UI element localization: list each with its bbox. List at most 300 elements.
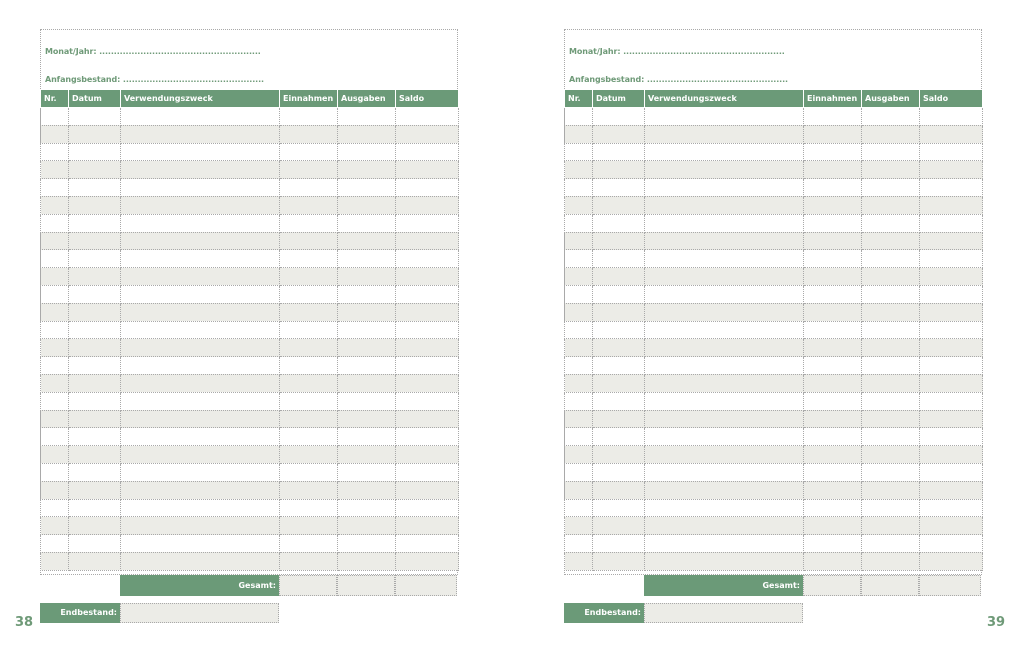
cell-datum[interactable] — [69, 339, 121, 357]
cell-verwendungszweck[interactable] — [121, 357, 280, 375]
cell-ausgaben[interactable] — [338, 161, 396, 179]
cell-saldo[interactable] — [396, 179, 459, 197]
cell-datum[interactable] — [593, 374, 645, 392]
cell-einnahmen[interactable] — [804, 374, 862, 392]
cell-verwendungszweck[interactable] — [645, 214, 804, 232]
cell-einnahmen[interactable] — [804, 303, 862, 321]
cell-saldo[interactable] — [920, 108, 983, 126]
cell-saldo[interactable] — [396, 143, 459, 161]
cell-saldo[interactable] — [396, 125, 459, 143]
cell-saldo[interactable] — [920, 481, 983, 499]
cell-datum[interactable] — [69, 535, 121, 553]
cell-einnahmen[interactable] — [804, 196, 862, 214]
cell-verwendungszweck[interactable] — [121, 303, 280, 321]
cell-ausgaben[interactable] — [338, 179, 396, 197]
cell-saldo[interactable] — [920, 374, 983, 392]
cell-verwendungszweck[interactable] — [645, 410, 804, 428]
cell-nr[interactable] — [565, 517, 593, 535]
cell-datum[interactable] — [593, 250, 645, 268]
cell-verwendungszweck[interactable] — [645, 125, 804, 143]
cell-verwendungszweck[interactable] — [645, 357, 804, 375]
cell-ausgaben[interactable] — [338, 410, 396, 428]
cell-ausgaben[interactable] — [862, 499, 920, 517]
cell-einnahmen[interactable] — [280, 428, 338, 446]
cell-saldo[interactable] — [396, 108, 459, 126]
cell-datum[interactable] — [69, 268, 121, 286]
cell-einnahmen[interactable] — [280, 446, 338, 464]
cell-ausgaben[interactable] — [338, 250, 396, 268]
cell-verwendungszweck[interactable] — [121, 463, 280, 481]
cell-nr[interactable] — [565, 552, 593, 570]
cell-einnahmen[interactable] — [804, 552, 862, 570]
cell-ausgaben[interactable] — [338, 428, 396, 446]
cell-verwendungszweck[interactable] — [645, 321, 804, 339]
cell-ausgaben[interactable] — [338, 517, 396, 535]
month-year-field[interactable]: Monat/Jahr: ....................................................... — [45, 47, 261, 56]
closing-balance-cell[interactable] — [644, 603, 803, 623]
cell-nr[interactable] — [41, 214, 69, 232]
cell-datum[interactable] — [593, 339, 645, 357]
cell-nr[interactable] — [41, 321, 69, 339]
cell-einnahmen[interactable] — [804, 410, 862, 428]
cell-einnahmen[interactable] — [280, 410, 338, 428]
cell-datum[interactable] — [69, 232, 121, 250]
cell-datum[interactable] — [69, 499, 121, 517]
cell-ausgaben[interactable] — [862, 357, 920, 375]
cell-einnahmen[interactable] — [804, 268, 862, 286]
cell-saldo[interactable] — [396, 428, 459, 446]
cell-ausgaben[interactable] — [338, 374, 396, 392]
cell-saldo[interactable] — [920, 463, 983, 481]
total-saldo-cell[interactable] — [395, 575, 457, 596]
cell-verwendungszweck[interactable] — [645, 374, 804, 392]
cell-ausgaben[interactable] — [862, 303, 920, 321]
cell-ausgaben[interactable] — [338, 321, 396, 339]
cell-verwendungszweck[interactable] — [121, 410, 280, 428]
cell-einnahmen[interactable] — [804, 250, 862, 268]
cell-saldo[interactable] — [396, 410, 459, 428]
cell-verwendungszweck[interactable] — [121, 517, 280, 535]
cell-saldo[interactable] — [396, 374, 459, 392]
cell-verwendungszweck[interactable] — [121, 143, 280, 161]
cell-nr[interactable] — [565, 108, 593, 126]
total-saldo-cell[interactable] — [919, 575, 981, 596]
cell-datum[interactable] — [69, 179, 121, 197]
cell-ausgaben[interactable] — [338, 446, 396, 464]
cell-ausgaben[interactable] — [862, 268, 920, 286]
cell-ausgaben[interactable] — [338, 357, 396, 375]
cell-saldo[interactable] — [920, 339, 983, 357]
cell-nr[interactable] — [41, 268, 69, 286]
cell-saldo[interactable] — [920, 250, 983, 268]
cell-einnahmen[interactable] — [280, 285, 338, 303]
cell-datum[interactable] — [593, 446, 645, 464]
cell-nr[interactable] — [565, 285, 593, 303]
cell-saldo[interactable] — [396, 517, 459, 535]
cell-datum[interactable] — [593, 552, 645, 570]
cell-ausgaben[interactable] — [862, 446, 920, 464]
cell-ausgaben[interactable] — [862, 214, 920, 232]
cell-verwendungszweck[interactable] — [121, 285, 280, 303]
cell-verwendungszweck[interactable] — [121, 250, 280, 268]
cell-saldo[interactable] — [396, 250, 459, 268]
cell-nr[interactable] — [41, 428, 69, 446]
cell-ausgaben[interactable] — [862, 410, 920, 428]
cell-datum[interactable] — [593, 268, 645, 286]
cell-ausgaben[interactable] — [862, 161, 920, 179]
cell-verwendungszweck[interactable] — [645, 446, 804, 464]
cell-saldo[interactable] — [396, 357, 459, 375]
cell-verwendungszweck[interactable] — [121, 268, 280, 286]
cell-saldo[interactable] — [396, 161, 459, 179]
cell-datum[interactable] — [69, 108, 121, 126]
cell-datum[interactable] — [593, 357, 645, 375]
cell-ausgaben[interactable] — [862, 232, 920, 250]
cell-datum[interactable] — [593, 428, 645, 446]
cell-verwendungszweck[interactable] — [645, 161, 804, 179]
cell-datum[interactable] — [69, 428, 121, 446]
cell-ausgaben[interactable] — [862, 125, 920, 143]
cell-verwendungszweck[interactable] — [645, 108, 804, 126]
cell-datum[interactable] — [593, 463, 645, 481]
cell-nr[interactable] — [565, 374, 593, 392]
cell-ausgaben[interactable] — [862, 481, 920, 499]
cell-saldo[interactable] — [920, 143, 983, 161]
cell-ausgaben[interactable] — [338, 196, 396, 214]
cell-einnahmen[interactable] — [280, 339, 338, 357]
cell-einnahmen[interactable] — [804, 285, 862, 303]
cell-saldo[interactable] — [920, 357, 983, 375]
cell-datum[interactable] — [69, 392, 121, 410]
cell-verwendungszweck[interactable] — [121, 196, 280, 214]
cell-einnahmen[interactable] — [280, 214, 338, 232]
cell-ausgaben[interactable] — [338, 232, 396, 250]
cell-nr[interactable] — [41, 410, 69, 428]
cell-saldo[interactable] — [396, 232, 459, 250]
cell-saldo[interactable] — [920, 499, 983, 517]
cell-ausgaben[interactable] — [862, 535, 920, 553]
cell-datum[interactable] — [69, 446, 121, 464]
cell-datum[interactable] — [593, 232, 645, 250]
cell-saldo[interactable] — [920, 428, 983, 446]
cell-verwendungszweck[interactable] — [645, 250, 804, 268]
cell-nr[interactable] — [565, 232, 593, 250]
cell-datum[interactable] — [69, 161, 121, 179]
cell-saldo[interactable] — [396, 214, 459, 232]
opening-balance-field[interactable]: Anfangsbestand: ................................................ — [569, 75, 788, 84]
cell-saldo[interactable] — [396, 535, 459, 553]
cell-datum[interactable] — [69, 214, 121, 232]
cell-nr[interactable] — [41, 481, 69, 499]
cell-ausgaben[interactable] — [862, 250, 920, 268]
cell-datum[interactable] — [69, 321, 121, 339]
cell-ausgaben[interactable] — [862, 143, 920, 161]
cell-ausgaben[interactable] — [338, 392, 396, 410]
cell-ausgaben[interactable] — [338, 535, 396, 553]
cell-datum[interactable] — [593, 392, 645, 410]
cell-saldo[interactable] — [920, 125, 983, 143]
cell-datum[interactable] — [69, 374, 121, 392]
cell-saldo[interactable] — [396, 552, 459, 570]
cell-nr[interactable] — [41, 374, 69, 392]
cell-einnahmen[interactable] — [804, 446, 862, 464]
cell-einnahmen[interactable] — [280, 481, 338, 499]
cell-saldo[interactable] — [396, 196, 459, 214]
cell-verwendungszweck[interactable] — [121, 161, 280, 179]
cell-saldo[interactable] — [920, 179, 983, 197]
cell-nr[interactable] — [565, 357, 593, 375]
cell-nr[interactable] — [41, 232, 69, 250]
cell-ausgaben[interactable] — [338, 303, 396, 321]
cell-einnahmen[interactable] — [804, 179, 862, 197]
cell-saldo[interactable] — [920, 517, 983, 535]
cell-nr[interactable] — [565, 446, 593, 464]
cell-einnahmen[interactable] — [804, 463, 862, 481]
cell-saldo[interactable] — [396, 499, 459, 517]
cell-verwendungszweck[interactable] — [645, 196, 804, 214]
cell-datum[interactable] — [69, 196, 121, 214]
cell-nr[interactable] — [41, 339, 69, 357]
cell-einnahmen[interactable] — [280, 357, 338, 375]
cell-ausgaben[interactable] — [862, 392, 920, 410]
cell-ausgaben[interactable] — [338, 214, 396, 232]
cell-datum[interactable] — [69, 463, 121, 481]
cell-einnahmen[interactable] — [804, 499, 862, 517]
cell-nr[interactable] — [565, 410, 593, 428]
cell-nr[interactable] — [565, 428, 593, 446]
cell-nr[interactable] — [565, 481, 593, 499]
cell-ausgaben[interactable] — [862, 321, 920, 339]
cell-verwendungszweck[interactable] — [645, 517, 804, 535]
cell-einnahmen[interactable] — [804, 161, 862, 179]
cell-nr[interactable] — [41, 108, 69, 126]
cell-einnahmen[interactable] — [804, 143, 862, 161]
cell-verwendungszweck[interactable] — [645, 392, 804, 410]
cell-saldo[interactable] — [920, 535, 983, 553]
cell-ausgaben[interactable] — [338, 499, 396, 517]
cell-nr[interactable] — [565, 143, 593, 161]
cell-einnahmen[interactable] — [280, 268, 338, 286]
cell-ausgaben[interactable] — [338, 339, 396, 357]
cell-nr[interactable] — [565, 125, 593, 143]
cell-einnahmen[interactable] — [804, 339, 862, 357]
cell-verwendungszweck[interactable] — [645, 303, 804, 321]
cell-ausgaben[interactable] — [862, 428, 920, 446]
cell-nr[interactable] — [41, 143, 69, 161]
cell-datum[interactable] — [593, 321, 645, 339]
cell-ausgaben[interactable] — [862, 517, 920, 535]
cell-verwendungszweck[interactable] — [121, 321, 280, 339]
cell-verwendungszweck[interactable] — [121, 535, 280, 553]
cell-einnahmen[interactable] — [804, 357, 862, 375]
cell-saldo[interactable] — [920, 196, 983, 214]
month-year-field[interactable]: Monat/Jahr: ....................................................... — [569, 47, 785, 56]
cell-saldo[interactable] — [920, 392, 983, 410]
cell-verwendungszweck[interactable] — [121, 446, 280, 464]
cell-datum[interactable] — [69, 125, 121, 143]
cell-verwendungszweck[interactable] — [645, 535, 804, 553]
total-einnahmen-cell[interactable] — [803, 575, 861, 596]
cell-datum[interactable] — [593, 143, 645, 161]
cell-ausgaben[interactable] — [862, 339, 920, 357]
cell-nr[interactable] — [41, 285, 69, 303]
cell-saldo[interactable] — [396, 392, 459, 410]
cell-datum[interactable] — [69, 410, 121, 428]
cell-nr[interactable] — [41, 535, 69, 553]
cell-nr[interactable] — [565, 535, 593, 553]
cell-einnahmen[interactable] — [280, 232, 338, 250]
cell-verwendungszweck[interactable] — [645, 339, 804, 357]
cell-saldo[interactable] — [920, 303, 983, 321]
cell-nr[interactable] — [565, 179, 593, 197]
cell-datum[interactable] — [593, 517, 645, 535]
cell-verwendungszweck[interactable] — [121, 339, 280, 357]
cell-datum[interactable] — [69, 481, 121, 499]
cell-ausgaben[interactable] — [862, 463, 920, 481]
cell-nr[interactable] — [41, 463, 69, 481]
cell-nr[interactable] — [41, 517, 69, 535]
cell-einnahmen[interactable] — [804, 517, 862, 535]
cell-ausgaben[interactable] — [862, 196, 920, 214]
cell-datum[interactable] — [593, 285, 645, 303]
cell-einnahmen[interactable] — [280, 499, 338, 517]
cell-datum[interactable] — [69, 143, 121, 161]
cell-datum[interactable] — [593, 108, 645, 126]
cell-einnahmen[interactable] — [280, 535, 338, 553]
cell-ausgaben[interactable] — [338, 463, 396, 481]
total-ausgaben-cell[interactable] — [861, 575, 919, 596]
cell-datum[interactable] — [69, 285, 121, 303]
cell-nr[interactable] — [41, 303, 69, 321]
total-einnahmen-cell[interactable] — [279, 575, 337, 596]
cell-einnahmen[interactable] — [280, 250, 338, 268]
cell-einnahmen[interactable] — [280, 552, 338, 570]
cell-saldo[interactable] — [920, 285, 983, 303]
cell-ausgaben[interactable] — [338, 108, 396, 126]
opening-balance-field[interactable]: Anfangsbestand: ................................................ — [45, 75, 264, 84]
cell-ausgaben[interactable] — [862, 108, 920, 126]
cell-saldo[interactable] — [920, 232, 983, 250]
cell-einnahmen[interactable] — [280, 161, 338, 179]
cell-verwendungszweck[interactable] — [645, 232, 804, 250]
cell-saldo[interactable] — [396, 481, 459, 499]
cell-nr[interactable] — [41, 357, 69, 375]
cell-saldo[interactable] — [396, 463, 459, 481]
cell-nr[interactable] — [565, 321, 593, 339]
cell-ausgaben[interactable] — [862, 179, 920, 197]
cell-einnahmen[interactable] — [280, 196, 338, 214]
cell-nr[interactable] — [41, 161, 69, 179]
cell-verwendungszweck[interactable] — [121, 214, 280, 232]
cell-verwendungszweck[interactable] — [121, 232, 280, 250]
cell-verwendungszweck[interactable] — [121, 125, 280, 143]
cell-datum[interactable] — [593, 125, 645, 143]
cell-datum[interactable] — [593, 481, 645, 499]
cell-nr[interactable] — [41, 179, 69, 197]
cell-einnahmen[interactable] — [804, 481, 862, 499]
cell-nr[interactable] — [565, 161, 593, 179]
cell-einnahmen[interactable] — [280, 374, 338, 392]
cell-verwendungszweck[interactable] — [645, 268, 804, 286]
cell-nr[interactable] — [565, 463, 593, 481]
cell-verwendungszweck[interactable] — [645, 463, 804, 481]
cell-saldo[interactable] — [396, 303, 459, 321]
cell-verwendungszweck[interactable] — [121, 108, 280, 126]
cell-ausgaben[interactable] — [338, 268, 396, 286]
cell-ausgaben[interactable] — [338, 125, 396, 143]
cell-datum[interactable] — [593, 535, 645, 553]
cell-verwendungszweck[interactable] — [645, 179, 804, 197]
cell-einnahmen[interactable] — [280, 517, 338, 535]
cell-einnahmen[interactable] — [804, 392, 862, 410]
cell-nr[interactable] — [41, 125, 69, 143]
cell-ausgaben[interactable] — [338, 552, 396, 570]
cell-nr[interactable] — [41, 392, 69, 410]
cell-verwendungszweck[interactable] — [121, 499, 280, 517]
cell-saldo[interactable] — [920, 214, 983, 232]
cell-nr[interactable] — [41, 250, 69, 268]
cell-datum[interactable] — [593, 410, 645, 428]
cell-einnahmen[interactable] — [280, 392, 338, 410]
cell-einnahmen[interactable] — [804, 535, 862, 553]
cell-ausgaben[interactable] — [338, 285, 396, 303]
cell-nr[interactable] — [41, 196, 69, 214]
cell-verwendungszweck[interactable] — [645, 428, 804, 446]
total-ausgaben-cell[interactable] — [337, 575, 395, 596]
cell-datum[interactable] — [69, 357, 121, 375]
cell-verwendungszweck[interactable] — [645, 143, 804, 161]
cell-nr[interactable] — [41, 552, 69, 570]
cell-saldo[interactable] — [396, 446, 459, 464]
cell-nr[interactable] — [565, 214, 593, 232]
cell-datum[interactable] — [593, 196, 645, 214]
cell-datum[interactable] — [593, 303, 645, 321]
cell-verwendungszweck[interactable] — [645, 481, 804, 499]
cell-saldo[interactable] — [920, 161, 983, 179]
cell-einnahmen[interactable] — [804, 214, 862, 232]
cell-datum[interactable] — [593, 499, 645, 517]
cell-datum[interactable] — [593, 161, 645, 179]
cell-nr[interactable] — [565, 339, 593, 357]
cell-einnahmen[interactable] — [280, 125, 338, 143]
cell-datum[interactable] — [69, 303, 121, 321]
cell-saldo[interactable] — [396, 285, 459, 303]
cell-saldo[interactable] — [920, 321, 983, 339]
cell-nr[interactable] — [565, 268, 593, 286]
cell-saldo[interactable] — [920, 446, 983, 464]
cell-einnahmen[interactable] — [280, 179, 338, 197]
cell-verwendungszweck[interactable] — [121, 481, 280, 499]
cell-einnahmen[interactable] — [280, 108, 338, 126]
cell-einnahmen[interactable] — [804, 321, 862, 339]
cell-einnahmen[interactable] — [804, 428, 862, 446]
cell-ausgaben[interactable] — [862, 374, 920, 392]
cell-einnahmen[interactable] — [280, 321, 338, 339]
cell-datum[interactable] — [69, 250, 121, 268]
cell-datum[interactable] — [69, 552, 121, 570]
cell-verwendungszweck[interactable] — [121, 392, 280, 410]
cell-saldo[interactable] — [396, 321, 459, 339]
cell-ausgaben[interactable] — [338, 143, 396, 161]
cell-einnahmen[interactable] — [280, 143, 338, 161]
cell-verwendungszweck[interactable] — [645, 285, 804, 303]
cell-nr[interactable] — [565, 303, 593, 321]
cell-ausgaben[interactable] — [862, 552, 920, 570]
cell-ausgaben[interactable] — [862, 285, 920, 303]
cell-einnahmen[interactable] — [804, 125, 862, 143]
cell-ausgaben[interactable] — [338, 481, 396, 499]
cell-einnahmen[interactable] — [804, 232, 862, 250]
